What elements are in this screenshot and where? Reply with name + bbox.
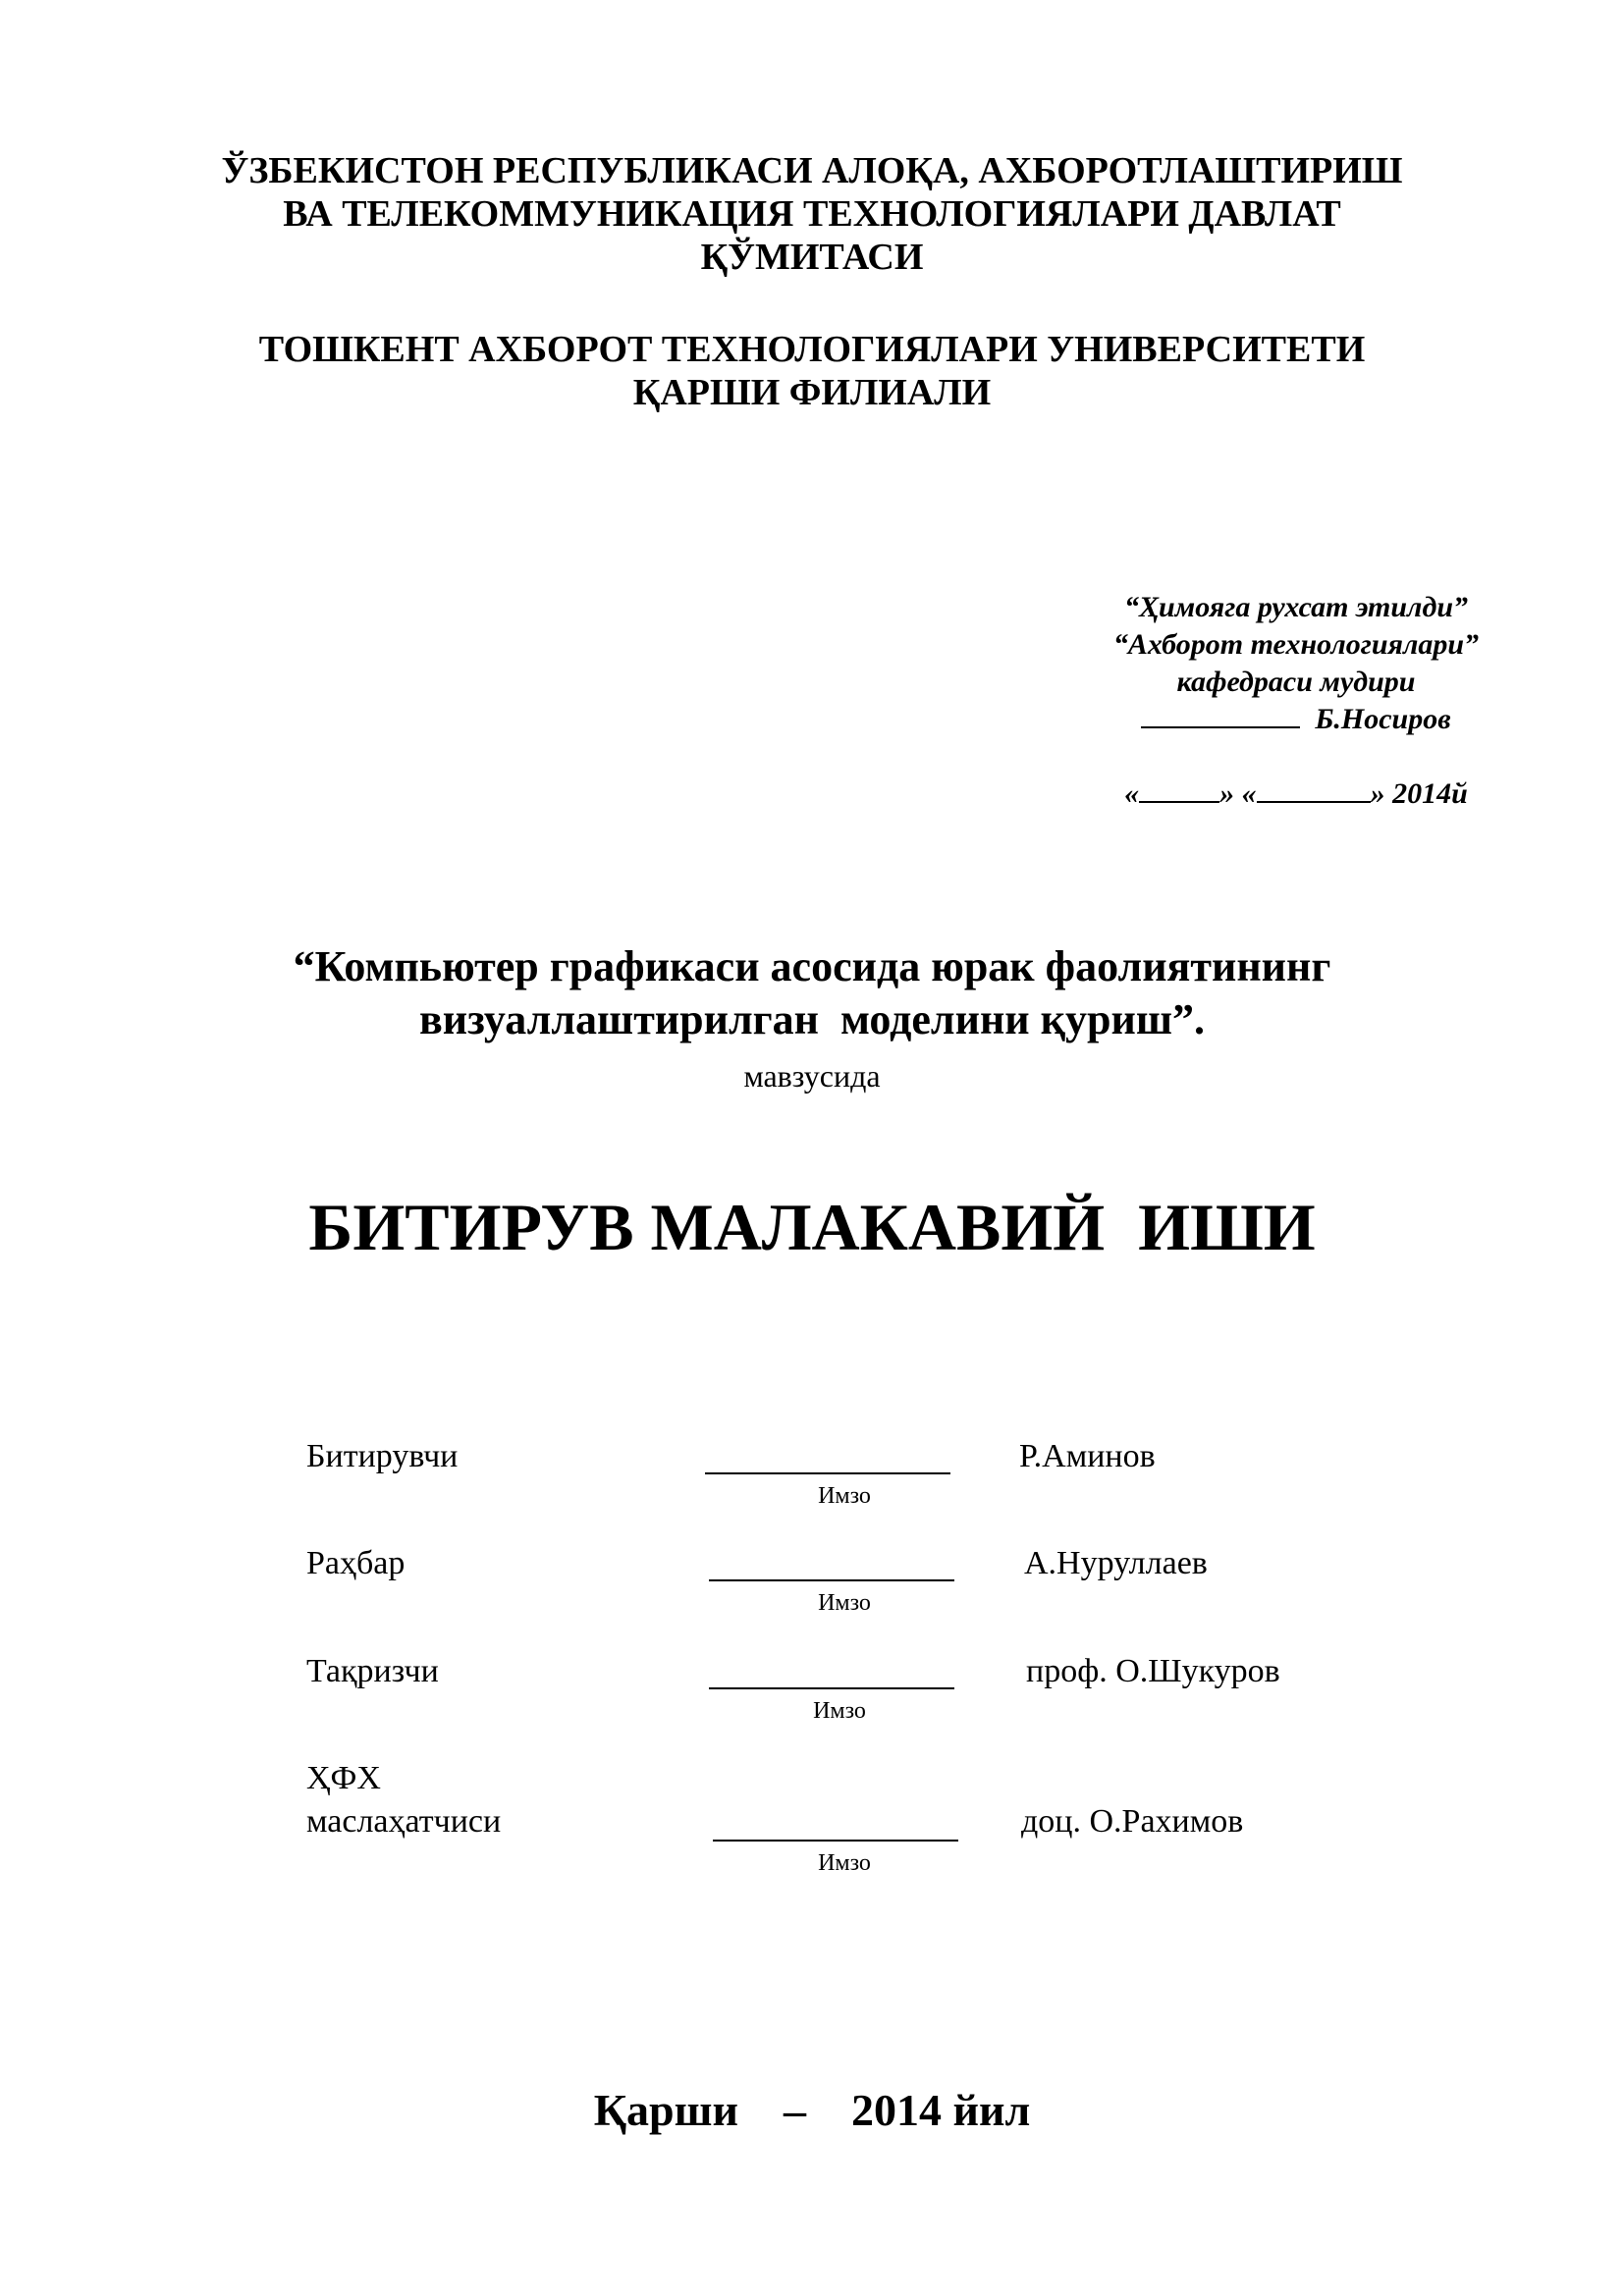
signature-person: А.Нуруллаев <box>1024 1545 1208 1581</box>
ministry-heading-line-3: ҚЎМИТАСИ <box>700 237 924 278</box>
approval-signature-blank <box>1141 701 1300 728</box>
approval-signature-line <box>1021 701 1571 738</box>
signature-role: Тақризчи <box>306 1653 439 1689</box>
thesis-topic-line-1: “Компьютер графикаси асосида юрак фаолиятининг <box>293 942 1331 990</box>
signature-person: Р.Аминов <box>1019 1438 1156 1474</box>
place-and-year <box>0 2083 1624 2138</box>
date-month-blank <box>1257 775 1371 803</box>
dash: – <box>783 2085 806 2135</box>
approval-line-2: “Ахборот технологиялари” <box>1112 628 1480 661</box>
department-head-name: Б.Носиров <box>1315 703 1451 735</box>
date-mid-quote: » « <box>1219 777 1257 810</box>
signature-caption: Имзо <box>818 1483 871 1509</box>
ministry-heading <box>0 149 1624 279</box>
thesis-topic-subtitle: мавзусида <box>743 1058 881 1094</box>
ministry-heading-line-2: ВА ТЕЛЕКОММУНИКАЦИЯ ТЕХНОЛОГИЯЛАРИ ДАВЛАТ <box>283 193 1341 235</box>
approval-line-1: “Ҳимояга рухсат этилди” <box>1123 591 1469 623</box>
signature-line <box>709 1687 954 1689</box>
signature-caption: Имзо <box>818 1850 871 1876</box>
date-year: » 2014й <box>1370 777 1468 810</box>
signature-caption: Имзо <box>818 1590 871 1616</box>
ministry-heading-line-1: ЎЗБЕКИСТОН РЕСПУБЛИКАСИ АЛОҚА, АХБОРОТЛАШТИРИШ <box>221 150 1403 191</box>
approval-date-line <box>1021 775 1571 813</box>
signature-person: проф. О.Шукуров <box>1026 1653 1280 1689</box>
signature-role: Битирувчи <box>306 1438 459 1474</box>
approval-block <box>1021 589 1571 813</box>
university-heading-line-2: ҚАРШИ ФИЛИАЛИ <box>632 372 992 413</box>
university-heading <box>0 328 1624 414</box>
thesis-topic <box>0 940 1624 1046</box>
year: 2014 йил <box>850 2085 1031 2135</box>
work-title: БИТИРУВ МАЛАКАВИЙ ИШИ <box>308 1190 1316 1264</box>
signature-role-line-2: маслаҳатчиси <box>306 1803 502 1840</box>
signature-line <box>709 1579 954 1581</box>
signature-line <box>705 1472 950 1474</box>
date-day-blank <box>1139 775 1219 803</box>
signature-role: Раҳбар <box>306 1545 406 1581</box>
thesis-topic-line-2: визуаллаштирилган моделини қуриш”. <box>419 995 1205 1043</box>
university-heading-line-1: ТОШКЕНТ АХБОРОТ ТЕХНОЛОГИЯЛАРИ УНИВЕРСИТЕТИ <box>258 329 1366 370</box>
city: Қарши <box>593 2085 738 2135</box>
approval-line-3: кафедраси мудири <box>1176 666 1416 698</box>
signature-line <box>713 1840 958 1842</box>
signature-caption: Имзо <box>813 1698 866 1724</box>
signature-role-line-1: ҲФХ <box>306 1760 381 1796</box>
signature-person: доц. О.Рахимов <box>1021 1803 1244 1840</box>
date-open-quote: « <box>1124 777 1140 810</box>
